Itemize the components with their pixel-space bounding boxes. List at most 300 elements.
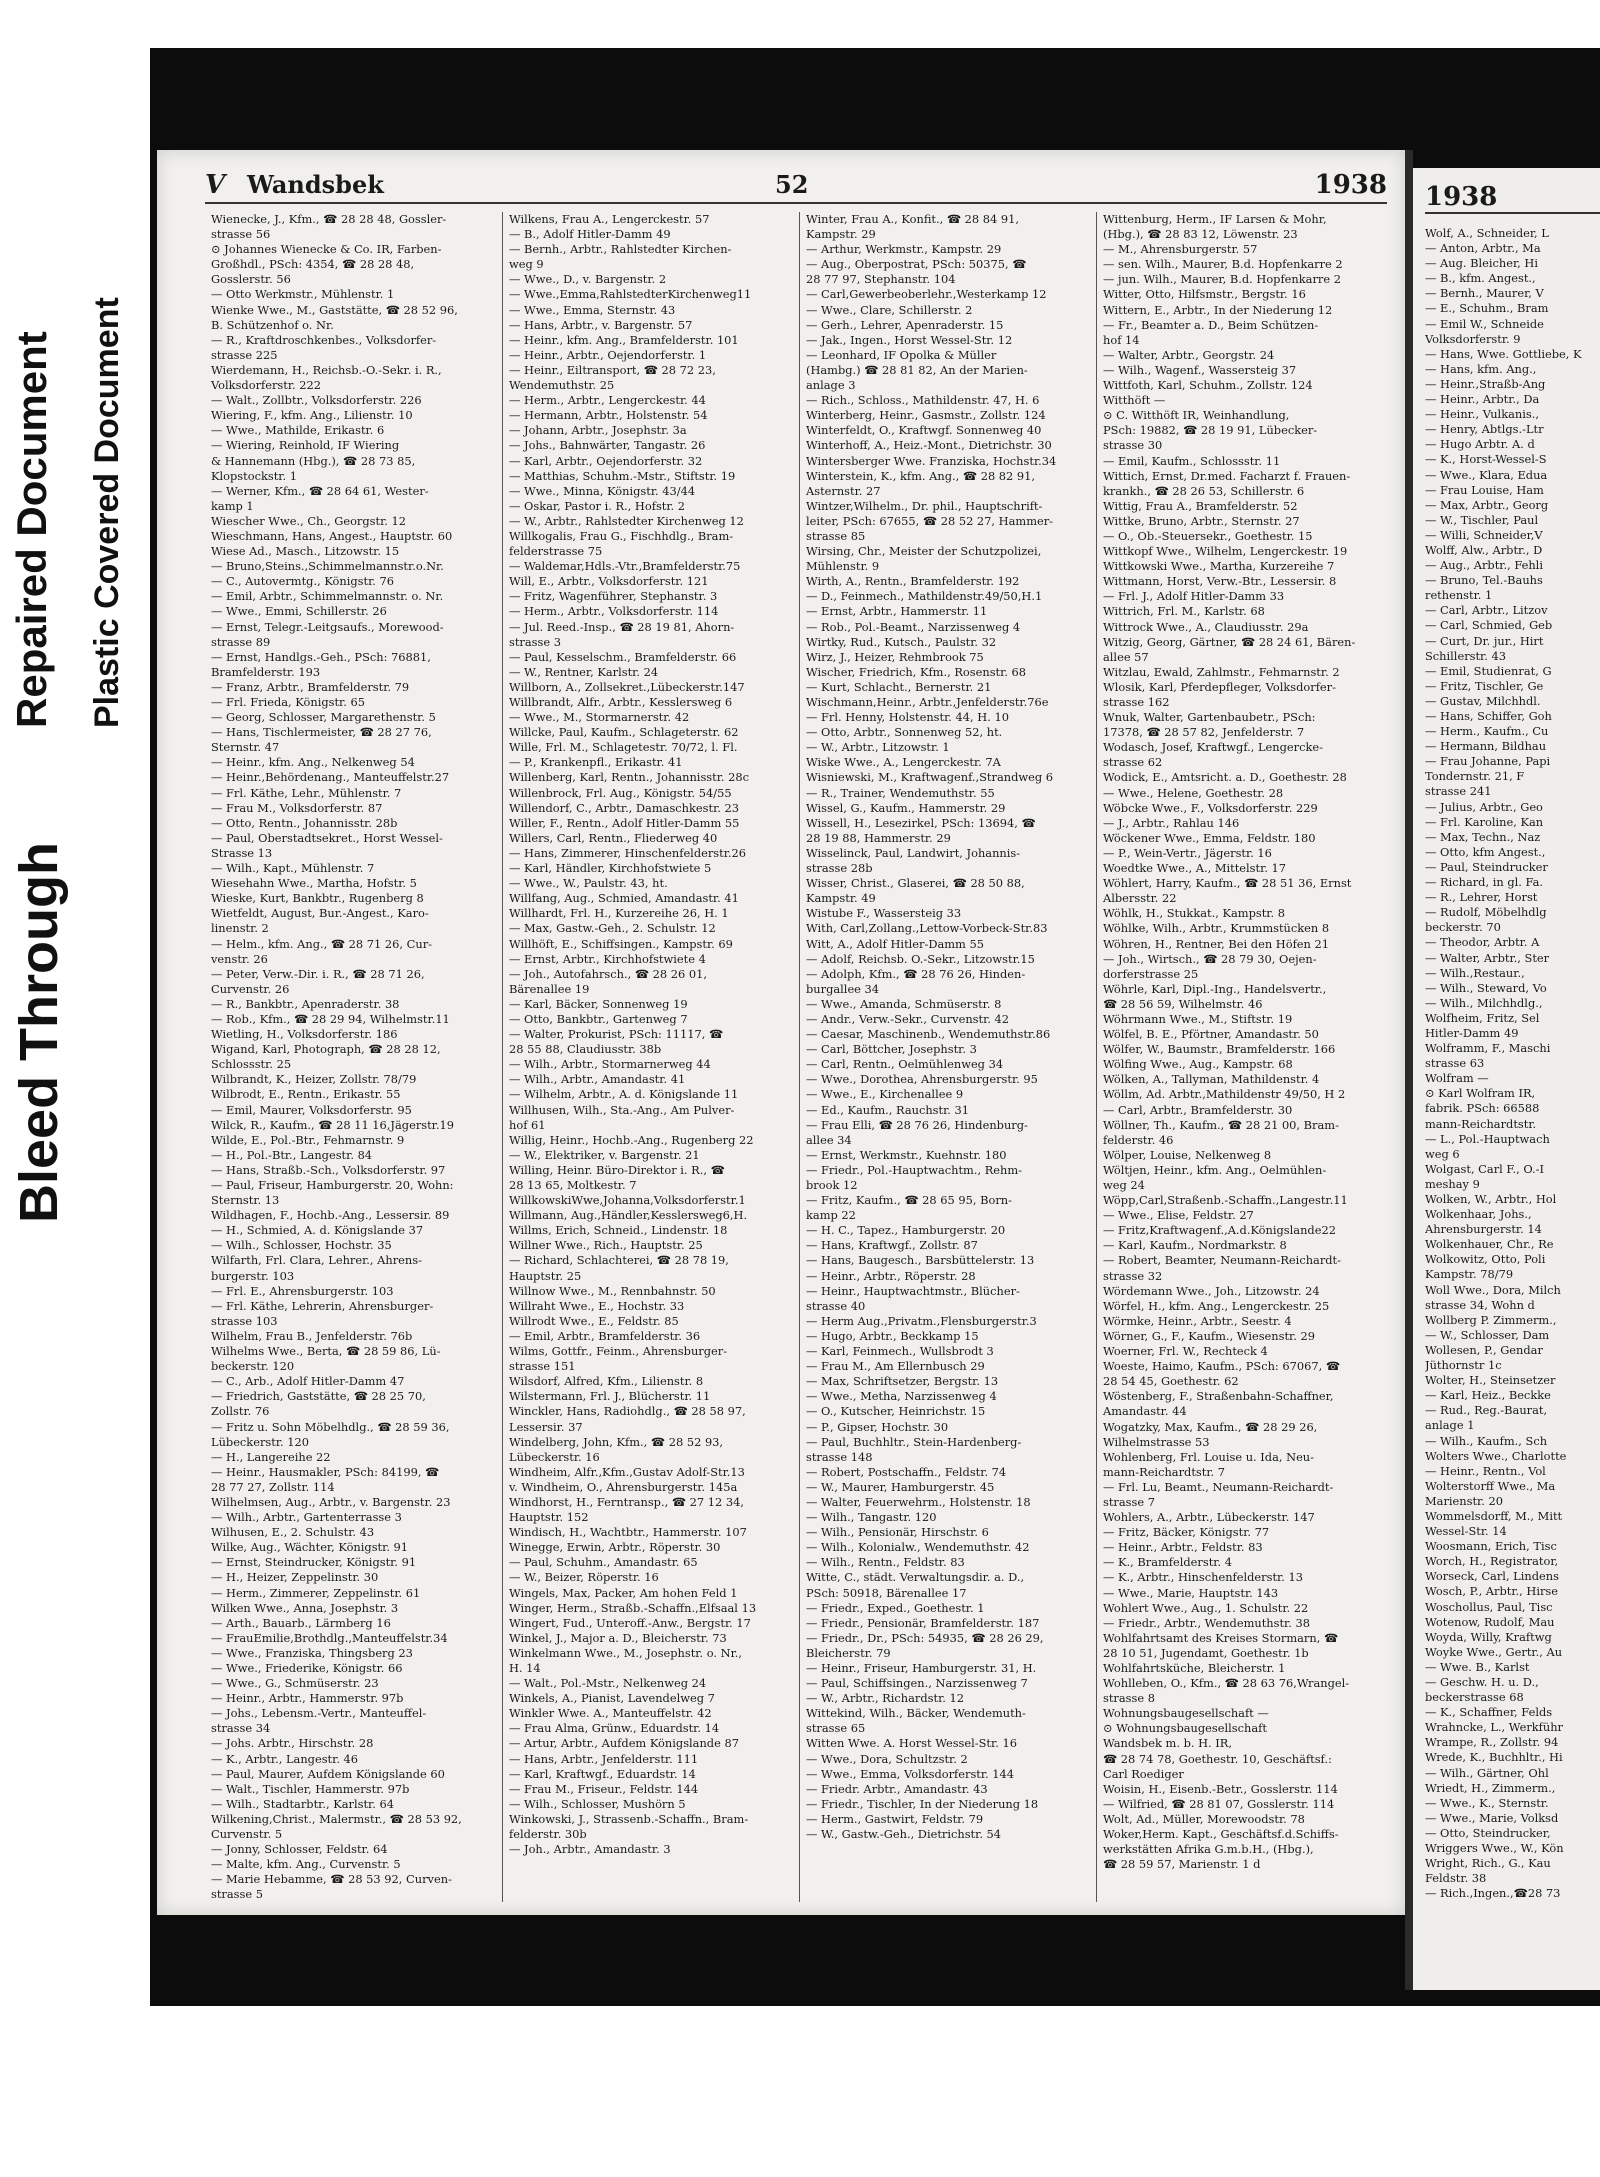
directory-entry: Wiering, F., kfm. Ang., Lilienstr. 10 — [211, 408, 413, 423]
directory-entry: — Wilfried, ☎ 28 81 07, Gosslerstr. 114 — [1103, 1796, 1335, 1811]
directory-entry: Windhorst, H., Ferntransp., ☎ 27 12 34, — [509, 1494, 744, 1509]
directory-entry: — Walter, Arbtr., Georgstr. 24 — [1103, 347, 1275, 362]
directory-entry: — Emil, Maurer, Volksdorferstr. 95 — [211, 1102, 412, 1117]
directory-entry: — Wilh., Stadtarbtr., Karlstr. 64 — [211, 1796, 394, 1811]
directory-entry: Willmann, Aug.,Händler,Kesslersweg6,H. — [509, 1208, 748, 1223]
directory-entry: — W., Maurer, Hamburgerstr. 45 — [806, 1479, 995, 1494]
directory-entry: — Herm., Gastwirt, Feldstr. 79 — [806, 1811, 984, 1826]
bleed-through-label: Bleed Through — [9, 842, 69, 1223]
directory-entry: — Werner, Kfm., ☎ 28 64 61, Wester- — [211, 483, 429, 498]
directory-entry: — Frl. J., Adolf Hitler-Damm 33 — [1103, 589, 1285, 604]
directory-entry: — Otto, Bankbtr., Gartenweg 7 — [509, 1011, 688, 1026]
directory-entry: Wohlert Wwe., Aug., 1. Schulstr. 22 — [1103, 1600, 1309, 1615]
directory-entry: Wilken Wwe., Anna, Josephstr. 3 — [211, 1600, 399, 1615]
directory-entry: Wilms, Gottfr., Feinm., Ahrensburger- — [509, 1344, 728, 1359]
directory-entry: Curvenstr. 26 — [211, 981, 290, 996]
directory-entry: — Wilh., Kolonialw., Wendemuthstr. 42 — [806, 1540, 1030, 1555]
directory-entry: Wohlleben, O., Kfm., ☎ 28 63 76,Wrangel- — [1103, 1676, 1350, 1691]
facing-page-entry: — Hans, Wwe. Gottliebe, K — [1425, 346, 1582, 361]
directory-entry: Wilbrandt, K., Heizer, Zollstr. 78/79 — [211, 1072, 417, 1087]
directory-entry: — Carl, Rentn., Oelmühlenweg 34 — [806, 1057, 1004, 1072]
facing-page-entry: Woyda, Willy, Kraftwg — [1425, 1629, 1552, 1644]
directory-entry: Hauptstr. 25 — [509, 1268, 582, 1283]
facing-page-entry: — Otto, kfm Angest., — [1425, 844, 1546, 859]
directory-entry: — Marie Hebamme, ☎ 28 53 92, Curven- — [211, 1872, 452, 1887]
directory-entry: ⊙ C. Witthöft IR, Weinhandlung, — [1103, 408, 1290, 423]
directory-entry: PSch: 50918, Bärenallee 17 — [806, 1585, 967, 1600]
facing-page-entry: — Max, Arbtr., Georg — [1425, 497, 1549, 512]
directory-entry: — Walt., Zollbtr., Volksdorferstr. 226 — [211, 393, 422, 408]
directory-entry: — Herm., Arbtr., Volksdorferstr. 114 — [509, 604, 719, 619]
directory-entry: Wienke Wwe., M., Gaststätte, ☎ 28 52 96, — [211, 302, 458, 317]
directory-entry: Wittich, Ernst, Dr.med. Facharzt f. Frauen- — [1103, 468, 1351, 483]
directory-entry: — Karl, Bäcker, Sonnenweg 19 — [509, 996, 688, 1011]
facing-page-entry: Wessel-Str. 14 — [1425, 1524, 1507, 1539]
directory-entry: felderstr. 30b — [509, 1827, 587, 1842]
facing-page-entry: — Frau Johanne, Papi — [1425, 754, 1551, 769]
directory-entry: — Arth., Bauarb., Lärmberg 16 — [211, 1615, 391, 1630]
directory-entry: Wörmke, Heinr., Arbtr., Seestr. 4 — [1103, 1313, 1292, 1328]
directory-entry: — W., Arbtr., Rahlstedter Kirchenweg 12 — [509, 513, 744, 528]
directory-entry: Wittekind, Wilh., Bäcker, Wendemuth- — [806, 1706, 1026, 1721]
directory-entry: Woeste, Haimo, Kaufm., PSch: 67067, ☎ — [1103, 1359, 1341, 1374]
directory-entry: Winterfeldt, O., Kraftwgf. Sonnenweg 40 — [806, 423, 1042, 438]
facing-page-entry: beckerstrasse 68 — [1425, 1690, 1524, 1705]
directory-entry: — Hermann, Arbtr., Holstenstr. 54 — [509, 408, 708, 423]
directory-entry: Wilstermann, Frl. J., Blücherstr. 11 — [509, 1389, 711, 1404]
facing-page-entry: — Hans, kfm. Ang., — [1425, 361, 1537, 376]
directory-entry: Wisselinck, Paul, Landwirt, Johannis- — [806, 845, 1021, 860]
facing-page-entry: ⊙ Karl Wolfram IR, — [1425, 1086, 1536, 1101]
directory-entry: Asternstr. 27 — [806, 483, 881, 498]
directory-entry: — Carl, Böttcher, Josephstr. 3 — [806, 1042, 977, 1057]
directory-entry: — Wilh., Arbtr., Amandastr. 41 — [509, 1072, 686, 1087]
directory-entry: — Wwe., Emmi, Schillerstr. 26 — [211, 604, 387, 619]
directory-entry: — Artur, Arbtr., Aufdem Königslande 87 — [509, 1736, 739, 1751]
directory-entry: — Frau Alma, Grünw., Eduardstr. 14 — [509, 1721, 720, 1736]
directory-entry: — Fritz u. Sohn Möbelhdlg., ☎ 28 59 36, — [211, 1419, 450, 1434]
facing-page-entry: — Wilh.,Restaur., — [1425, 965, 1525, 980]
directory-entry: Witter, Otto, Hilfsmstr., Bergstr. 16 — [1103, 287, 1306, 302]
directory-entry: strasse 103 — [211, 1313, 278, 1328]
directory-entry: — C., Autovermtg., Königstr. 76 — [211, 574, 395, 589]
directory-entry: — Matthias, Schuhm.-Mstr., Stiftstr. 19 — [509, 468, 736, 483]
directory-entry: — Fritz, Kaufm., ☎ 28 65 95, Born- — [806, 1193, 1012, 1208]
directory-entry: — Wwe., M., Stormarnerstr. 42 — [509, 710, 690, 725]
directory-entry: Wilhelm, Frau B., Jenfelderstr. 76b — [211, 1328, 413, 1343]
directory-entry: Bärenallee 19 — [509, 981, 590, 996]
directory-entry: Willenbrock, Frl. Aug., Königstr. 54/55 — [509, 785, 732, 800]
directory-entry: — Robert, Beamter, Neumann-Reichardt- — [1103, 1253, 1341, 1268]
directory-entry: Wöhrmann Wwe., M., Stiftstr. 19 — [1103, 1011, 1293, 1026]
directory-entry: — Heinr., Friseur, Hamburgerstr. 31, H. — [806, 1661, 1037, 1675]
facing-page-entry: Wolgast, Carl F., O.-I — [1425, 1161, 1545, 1176]
directory-entry: — Paul, Friseur, Hamburgerstr. 20, Wohn: — [211, 1178, 454, 1192]
directory-entry: Witzlau, Ewald, Zahlmstr., Fehmarnstr. 2 — [1103, 664, 1340, 679]
directory-entry: — Wwe., E., Kirchenallee 9 — [806, 1087, 964, 1102]
directory-entry: Willraht Wwe., E., Hochstr. 33 — [509, 1298, 685, 1313]
directory-entry: — Walt., Tischler, Hammerstr. 97b — [211, 1781, 410, 1796]
facing-page-entry: — Richard, in gl. Fa. — [1425, 875, 1544, 890]
directory-entry: 28 54 45, Goethestr. 62 — [1103, 1374, 1239, 1389]
directory-entry: PSch: 19882, ☎ 28 19 91, Lübecker- — [1103, 423, 1318, 438]
directory-entry: Carl Roediger — [1103, 1766, 1184, 1781]
directory-entry: — Johann, Arbtr., Josephstr. 3a — [509, 423, 687, 438]
facing-page-entry: — K., Schaffner, Felds — [1425, 1705, 1553, 1720]
directory-entry: 28 77 27, Zollstr. 114 — [211, 1479, 335, 1494]
directory-entry: — Rob., Pol.-Beamt., Narzissenweg 4 — [806, 619, 1021, 634]
directory-entry: felderstrasse 75 — [509, 544, 603, 559]
directory-entry: Lessersir. 37 — [509, 1419, 583, 1434]
directory-entry: — O., Ob.-Steuersekr., Goethestr. 15 — [1103, 528, 1313, 543]
directory-entry: Wirtky, Rud., Kutsch., Paulstr. 32 — [806, 634, 997, 649]
directory-entry: Winkowski, J., Strassenb.-Schaffn., Bram- — [509, 1811, 749, 1826]
facing-page-entry: Wolkowitz, Otto, Poli — [1425, 1252, 1546, 1267]
directory-entry: — Fritz, Bäcker, Königstr. 77 — [1103, 1525, 1270, 1540]
directory-entry: — P., Gipser, Hochstr. 30 — [806, 1419, 949, 1434]
directory-entry: — Frau M., Friseur., Feldstr. 144 — [509, 1781, 699, 1796]
directory-entry: Wolt, Ad., Müller, Morewoodstr. 78 — [1103, 1811, 1305, 1826]
facing-page-entry: — Gustav, Milchhdl. — [1425, 693, 1541, 708]
directory-entry: Wnuk, Walter, Gartenbaubetr., PSch: — [1103, 710, 1316, 725]
directory-entry: — Wilh., Schlosser, Hochstr. 35 — [211, 1238, 392, 1253]
directory-entry: 17378, ☎ 28 57 82, Jenfelderstr. 7 — [1103, 725, 1305, 740]
directory-entry: Willner Wwe., Rich., Hauptstr. 25 — [509, 1238, 703, 1253]
directory-entry: strasse 151 — [509, 1359, 576, 1374]
directory-entry: ⊙ Johannes Wienecke & Co. IR, Farben- — [211, 242, 442, 257]
facing-page-entry: Wolken, W., Arbtr., Hol — [1425, 1192, 1557, 1206]
facing-page-entry: — Julius, Arbtr., Geo — [1425, 799, 1543, 814]
directory-entry: Winterberg, Heinr., Gasmstr., Zollstr. 124 — [806, 408, 1046, 423]
directory-entry: strasse 34 — [211, 1721, 271, 1736]
directory-entry: — Wilh., Pensionär, Hirschstr. 6 — [806, 1525, 989, 1540]
directory-entry: Kampstr. 29 — [806, 227, 876, 242]
facing-page-entry: Volksdorferstr. 9 — [1425, 331, 1521, 346]
facing-page-entry: — Aug. Bleicher, Hi — [1425, 256, 1538, 271]
directory-entry: Wissell, H., Lesezirkel, PSch: 13694, ☎ — [806, 815, 1036, 830]
directory-entry: Winter, Frau A., Konfit., ☎ 28 84 91, — [806, 212, 1020, 226]
directory-entry: Lübeckerstr. 120 — [211, 1434, 309, 1449]
directory-columns — [205, 212, 1395, 1902]
directory-entry: strasse 5 — [211, 1887, 263, 1902]
facing-page-entry: Woyke Wwe., Gertr., Au — [1425, 1644, 1563, 1659]
directory-entry: Wöhrle, Karl, Dipl.-Ing., Handelsvertr., — [1103, 981, 1327, 996]
directory-entry: — Joh., Wirtsch., ☎ 28 79 30, Oejen- — [1103, 951, 1317, 966]
directory-entry: — Gerh., Lehrer, Apenraderstr. 15 — [806, 317, 1004, 332]
directory-entry: — W., Arbtr., Litzowstr. 1 — [806, 740, 950, 755]
directory-entry: — Wiering, Reinhold, IF Wiering — [211, 438, 400, 453]
directory-entry: Mühlenstr. 9 — [806, 559, 880, 574]
facing-page-entry: — Curt, Dr. jur., Hirt — [1425, 633, 1544, 648]
directory-entry: Sternstr. 13 — [211, 1193, 280, 1208]
facing-page-entry: — Carl, Schmied, Geb — [1425, 618, 1553, 633]
facing-page-entry: — Hermann, Bildhau — [1425, 739, 1547, 754]
directory-entry: venstr. 26 — [211, 951, 268, 966]
directory-entry: — Frau M., Volksdorferstr. 87 — [211, 800, 383, 815]
directory-entry: — Friedr., Pol.-Hauptwachtm., Rehm- — [806, 1162, 1022, 1177]
directory-entry: — W., Gastw.-Geh., Dietrichstr. 54 — [806, 1827, 1002, 1842]
directory-entry: — Wilh., Wagenf., Wassersteig 37 — [1103, 362, 1297, 377]
facing-page-entry: — Heinr., Vulkanis., — [1425, 407, 1539, 422]
directory-column-3 — [799, 212, 1084, 1902]
directory-entry: — Andr., Verw.-Sekr., Curvenstr. 42 — [806, 1011, 1010, 1026]
directory-entry: Woerner, Frl. W., Rechteck 4 — [1103, 1344, 1268, 1359]
directory-entry: Wittkowski Wwe., Martha, Kurzereihe 7 — [1103, 559, 1335, 574]
directory-entry: (Hbg.), ☎ 28 83 12, Löwenstr. 23 — [1103, 227, 1298, 242]
directory-entry: Wöhlert, Harry, Kaufm., ☎ 28 51 36, Ernst — [1103, 876, 1352, 891]
directory-entry: — Karl, Feinmech., Wullsbrodt 3 — [806, 1344, 994, 1359]
directory-entry: leiter, PSch: 67655, ☎ 28 52 27, Hammer- — [806, 513, 1054, 528]
facing-page-entry: meshay 9 — [1425, 1176, 1480, 1191]
directory-entry: Wohlenberg, Frl. Louise u. Ida, Neu- — [1103, 1449, 1314, 1464]
facing-page-entry: Woll Wwe., Dora, Milch — [1425, 1282, 1561, 1297]
directory-entry: — Wwe., Friederike, Königstr. 66 — [211, 1661, 403, 1675]
directory-entry: strasse 85 — [806, 528, 866, 543]
directory-entry: — Wwe., Emma, Volksdorferstr. 144 — [806, 1766, 1015, 1781]
facing-page-entry: Wolters Wwe., Charlotte — [1425, 1448, 1567, 1463]
directory-entry: Winger, Herm., Straßb.-Schaffn.,Elfsaal 13 — [509, 1600, 757, 1615]
facing-page-entry: — B., kfm. Angest., — [1425, 271, 1536, 286]
facing-page-entry: weg 6 — [1425, 1146, 1460, 1161]
directory-entry: Kampstr. 49 — [806, 891, 876, 906]
directory-entry: — Wilh., Arbtr., Gartenterrasse 3 — [211, 1510, 402, 1525]
directory-entry: — FrauEmilie,Brothdlg.,Manteuffelstr.34 — [211, 1630, 448, 1645]
directory-entry: Winkler Wwe. A., Manteuffelstr. 42 — [509, 1706, 712, 1721]
directory-entry: — Emil, Arbtr., Schimmelmannstr. o. Nr. — [211, 589, 444, 604]
directory-entry: — Wwe., Dorothea, Ahrensburgerstr. 95 — [806, 1072, 1038, 1087]
directory-entry: — Frl. Henny, Holstenstr. 44, H. 10 — [806, 710, 1009, 725]
facing-page-entry: Woschollus, Paul, Tisc — [1425, 1599, 1553, 1614]
facing-page-entry: — Wwe., Marie, Volksd — [1425, 1810, 1559, 1825]
directory-entry: Winegge, Erwin, Arbtr., Röperstr. 30 — [509, 1540, 721, 1555]
facing-page-year: 1938 — [1425, 182, 1600, 214]
directory-entry: — Friedr., Pensionär, Bramfelderstr. 187 — [806, 1615, 1040, 1630]
directory-entry: Wölfing Wwe., Aug., Kampstr. 68 — [1103, 1057, 1293, 1072]
directory-entry: Wiesehahn Wwe., Martha, Hofstr. 5 — [211, 876, 417, 891]
directory-entry: — Karl, Kraftwgf., Eduardstr. 14 — [509, 1766, 696, 1781]
directory-entry: Klopstockstr. 1 — [211, 468, 297, 483]
directory-entry: — Hans, Arbtr., v. Bargenstr. 57 — [509, 317, 693, 332]
directory-entry: Wittenburg, Herm., IF Larsen & Mohr, — [1103, 212, 1327, 226]
directory-entry: — Robert, Postschaffn., Feldstr. 74 — [806, 1464, 1007, 1479]
facing-page-entry: Woosmann, Erich, Tisc — [1425, 1539, 1557, 1554]
directory-column-4 — [1096, 212, 1381, 1902]
directory-entry: Albersstr. 22 — [1103, 891, 1177, 906]
facing-page-entry: Wosch, P., Arbtr., Hirse — [1425, 1584, 1559, 1599]
directory-entry: kamp 1 — [211, 498, 254, 513]
directory-entry: Willfang, Aug., Schmied, Amandastr. 41 — [509, 891, 739, 906]
directory-entry: — Heinr., Arbtr., Röperstr. 28 — [806, 1268, 976, 1283]
directory-entry: — Heinr.,Behördenang., Manteuffelstr.27 — [211, 770, 450, 785]
directory-entry: Wierdemann, H., Reichsb.-O.-Sekr. i. R., — [211, 362, 442, 377]
directory-entry: — W., Elektriker, v. Bargenstr. 21 — [509, 1147, 700, 1162]
facing-page-entry: — R., Lehrer, Horst — [1425, 890, 1538, 905]
facing-page-entry: Wollberg P. Zimmerm., — [1425, 1312, 1557, 1327]
directory-entry: Willing, Heinr. Büro-Direktor i. R., ☎ — [509, 1162, 725, 1177]
directory-entry: — Wilh., Rentn., Feldstr. 83 — [806, 1555, 965, 1570]
facing-page-entry: — E., Schuhm., Bram — [1425, 301, 1549, 316]
facing-page-entry: — Heinr., Rentn., Vol — [1425, 1463, 1546, 1478]
directory-entry: — Johs. Arbtr., Hirschstr. 28 — [211, 1736, 374, 1751]
directory-entry: Wieske, Kurt, Bankbtr., Rugenberg 8 — [211, 891, 424, 906]
directory-entry: Wöpp,Carl,Straßenb.-Schaffn.,Langestr.11 — [1103, 1193, 1348, 1208]
directory-entry: — Karl, Händler, Kirchhofstwiete 5 — [509, 861, 712, 876]
directory-entry: Woker,Herm. Kapt., Geschäftsf.d.Schiffs- — [1103, 1827, 1339, 1842]
directory-entry: weg 24 — [1103, 1178, 1145, 1192]
directory-entry: — Wwe., Elise, Feldstr. 27 — [1103, 1208, 1254, 1223]
directory-entry: — Bruno,Steins.,Schimmelmannstr.o.Nr. — [211, 559, 444, 574]
directory-entry: Wilde, E., Pol.-Btr., Fehmarnstr. 9 — [211, 1132, 405, 1147]
directory-entry: ☎ 28 59 57, Marienstr. 1 d — [1103, 1857, 1261, 1872]
directory-entry: — Wwe., Dora, Schultzstr. 2 — [806, 1751, 968, 1766]
directory-entry: strasse 30 — [1103, 438, 1163, 453]
directory-entry: — Joh., Arbtr., Amandastr. 3 — [509, 1842, 671, 1857]
directory-entry: — H., Schmied, A. d. Königslande 37 — [211, 1223, 424, 1238]
directory-entry: Willms, Erich, Schneid., Lindenstr. 18 — [509, 1223, 728, 1238]
directory-entry: — Ernst, Handlgs.-Geh., PSch: 76881, — [211, 649, 431, 664]
directory-entry: — Hans, Zimmerer, Hinschenfelderstr.26 — [509, 845, 747, 860]
facing-page-entry: — Rud., Reg.-Baurat, — [1425, 1403, 1548, 1418]
directory-entry: — H. C., Tapez., Hamburgerstr. 20 — [806, 1223, 1006, 1238]
directory-entry: — H., Pol.-Btr., Langestr. 84 — [211, 1147, 373, 1162]
directory-entry: Wittkopf Wwe., Wilhelm, Lengerckestr. 19 — [1103, 544, 1348, 559]
directory-entry: Wirz, J., Heizer, Rehmbrook 75 — [806, 649, 984, 664]
directory-entry: kamp 22 — [806, 1208, 856, 1223]
directory-entry: Wördemann Wwe., Joh., Litzowstr. 24 — [1103, 1283, 1320, 1298]
directory-entry: ☎ 28 74 78, Goethestr. 10, Geschäftsf.: — [1103, 1751, 1332, 1766]
directory-entry: Wischer, Friedrich, Kfm., Rosenstr. 68 — [806, 664, 1027, 679]
directory-entry: — Rich., Schloss., Mathildenstr. 47, H. 6 — [806, 393, 1040, 408]
directory-entry: — Ernst, Arbtr., Kirchhofstwiete 4 — [509, 951, 706, 966]
book-gutter — [1405, 150, 1413, 1990]
directory-entry: 28 13 65, Moltkestr. 7 — [509, 1178, 637, 1192]
directory-entry: — D., Feinmech., Mathildenstr.49/50,H.1 — [806, 589, 1043, 604]
facing-page-column — [1425, 226, 1600, 1901]
directory-entry: — R., Bankbtr., Apenraderstr. 38 — [211, 996, 400, 1011]
directory-entry: Wilhusen, E., 2. Schulstr. 43 — [211, 1525, 375, 1540]
facing-page-entry: Hitler-Damm 49 — [1425, 1025, 1519, 1040]
directory-entry: Wandsbek m. b. H. IR, — [1103, 1736, 1232, 1751]
directory-entry: Wölken, A., Tallyman, Mathildenstr. 4 — [1103, 1072, 1320, 1087]
facing-page-entry: — Frau Louise, Ham — [1425, 482, 1544, 497]
directory-entry: — Carl, Arbtr., Bramfelderstr. 30 — [1103, 1102, 1293, 1117]
directory-entry: — Johs., Lebensm.-Vertr., Manteuffel- — [211, 1706, 427, 1721]
directory-entry: — Herm Aug.,Privatm.,Flensburgerstr.3 — [806, 1313, 1037, 1328]
directory-entry: — Wilh., Kapt., Mühlenstr. 7 — [211, 861, 375, 876]
facing-page-entry: — Frl. Karoline, Kan — [1425, 814, 1544, 829]
facing-page-entry: — Heinr., Arbtr., Da — [1425, 392, 1540, 407]
directory-entry: Wöltjen, Heinr., kfm. Ang., Oelmühlen- — [1103, 1162, 1327, 1177]
directory-entry: — Wwe.,Emma,RahlstedterKirchenweg11 — [509, 287, 752, 302]
directory-entry: burgallee 34 — [806, 981, 880, 996]
directory-entry: — Heinr., Hauptwachtmstr., Blücher- — [806, 1283, 1020, 1298]
directory-entry: — Max, Gastw.-Geh., 2. Schulstr. 12 — [509, 921, 716, 936]
directory-entry: Amandastr. 44 — [1103, 1404, 1187, 1419]
directory-entry: beckerstr. 120 — [211, 1359, 295, 1374]
directory-entry: — Friedr., Exped., Goethestr. 1 — [806, 1600, 985, 1615]
directory-entry: — Heinr., kfm. Ang., Bramfelderstr. 101 — [509, 332, 739, 347]
directory-entry: Wodick, E., Amtsricht. a. D., Goethestr. 28 — [1103, 770, 1347, 785]
directory-entry: — Hans, Arbtr., Jenfelderstr. 111 — [509, 1751, 699, 1766]
directory-entry: strasse 65 — [806, 1721, 866, 1736]
directory-entry: — Wilh., Arbtr., Stormarnerweg 44 — [509, 1057, 711, 1072]
directory-entry: strasse 28b — [806, 861, 873, 876]
directory-entry: anlage 3 — [806, 378, 856, 393]
directory-entry: — Wwe., Clare, Schillerstr. 2 — [806, 302, 973, 317]
directory-entry: Winterhoff, A., Heiz.-Mont., Dietrichstr. 30 — [806, 438, 1052, 453]
directory-entry: — Hans, Straßb.-Sch., Volksdorferstr. 97 — [211, 1162, 446, 1177]
directory-entry: — Ed., Kaufm., Rauchstr. 31 — [806, 1102, 970, 1117]
directory-entry: Wörner, G., F., Kaufm., Wiesenstr. 29 — [1103, 1328, 1315, 1343]
directory-entry: Wohlers, A., Arbtr., Lübeckerstr. 147 — [1103, 1510, 1315, 1525]
directory-entry: krankh., ☎ 28 26 53, Schillerstr. 6 — [1103, 483, 1305, 498]
facing-page-entry: — Carl, Arbtr., Litzov — [1425, 603, 1548, 618]
directory-entry: Wietfeldt, August, Bur.-Angest., Karo- — [211, 906, 429, 921]
directory-entry: Wiese Ad., Masch., Litzowstr. 15 — [211, 544, 400, 559]
directory-column-1 — [205, 212, 489, 1902]
directory-entry: Wittig, Frau A., Bramfelderstr. 52 — [1103, 498, 1298, 513]
page-number: 52 — [775, 170, 809, 199]
facing-page-entry: Wolkenhaar, Johs., — [1425, 1207, 1532, 1222]
directory-entry: Wirsing, Chr., Meister der Schutzpolizei, — [806, 544, 1042, 559]
facing-page-entry: Worseck, Carl, Lindens — [1425, 1569, 1559, 1584]
directory-column-2 — [502, 212, 787, 1902]
directory-entry: Wöbcke Wwe., F., Volksdorferstr. 229 — [1103, 800, 1318, 815]
directory-entry: — W., Rentner, Karlstr. 24 — [509, 664, 659, 679]
directory-entry: Wöhren, H., Rentner, Bei den Höfen 21 — [1103, 936, 1329, 951]
facing-page-entry: — Otto, Steindrucker, — [1425, 1825, 1551, 1840]
directory-entry: Großhdl., PSch: 4354, ☎ 28 28 48, — [211, 257, 415, 272]
directory-entry: Wienecke, J., Kfm., ☎ 28 28 48, Gossler- — [211, 212, 447, 226]
directory-entry: — Frau Elli, ☎ 28 76 26, Hindenburg- — [806, 1117, 1028, 1132]
directory-entry: Wingels, Max, Packer, Am hohen Feld 1 — [509, 1585, 738, 1600]
directory-entry: — R., Kraftdroschkenbes., Volksdorfer- — [211, 332, 437, 347]
facing-page-entry: Wolframm, F., Maschi — [1425, 1041, 1551, 1056]
facing-page-entry: — Theodor, Arbtr. A — [1425, 935, 1540, 950]
directory-entry: Wittfoth, Karl, Schuhm., Zollstr. 124 — [1103, 378, 1313, 393]
facing-page-entry: beckerstr. 70 — [1425, 920, 1501, 935]
directory-entry: — sen. Wilh., Maurer, B.d. Hopfenkarre 2 — [1103, 257, 1343, 272]
directory-entry: — Wwe., Marie, Hauptstr. 143 — [1103, 1585, 1279, 1600]
directory-entry: weg 9 — [509, 257, 544, 272]
facing-page-entry: — Rudolf, Möbelhdlg — [1425, 905, 1547, 920]
facing-page-entry: Wriedt, H., Zimmerm., — [1425, 1780, 1556, 1795]
directory-entry: Wittern, E., Arbtr., In der Niederung 12 — [1103, 302, 1333, 317]
facing-page-entry: Wolterstorff Wwe., Ma — [1425, 1478, 1556, 1493]
directory-entry: Wilhelmsen, Aug., Arbtr., v. Bargenstr. 23 — [211, 1494, 451, 1509]
directory-entry: Wilke, Aug., Wächter, Königstr. 91 — [211, 1540, 409, 1555]
directory-entry: Wöhlke, Wilh., Arbtr., Krummstücken 8 — [1103, 921, 1330, 936]
directory-entry: H. 14 — [509, 1661, 541, 1675]
directory-entry: — Friedr., Arbtr., Wendemuthstr. 38 — [1103, 1615, 1310, 1630]
facing-page-entry: — Geschw. H. u. D., — [1425, 1675, 1539, 1689]
directory-entry: Wieschmann, Hans, Angest., Hauptstr. 60 — [211, 528, 453, 543]
directory-entry: Wörfel, H., kfm. Ang., Lengerckestr. 25 — [1103, 1298, 1330, 1313]
directory-entry: — Heinr., Arbtr., Feldstr. 83 — [1103, 1540, 1263, 1555]
directory-entry: — Paul, Kesselschm., Bramfelderstr. 66 — [509, 649, 737, 664]
directory-entry: strasse 3 — [509, 634, 561, 649]
directory-entry: — Jak., Ingen., Horst Wessel-Str. 12 — [806, 332, 1013, 347]
directory-entry: — Walt., Pol.-Mstr., Nelkenweg 24 — [509, 1676, 707, 1691]
facing-page-entry: strasse 34, Wohn d — [1425, 1297, 1535, 1312]
directory-entry: — Friedr., Tischler, In der Niederung 18 — [806, 1796, 1039, 1811]
directory-entry: Wöllm, Ad. Arbtr.,Mathildenstr 49/50, H 2 — [1103, 1087, 1346, 1102]
facing-page-entry: Kampstr. 78/79 — [1425, 1267, 1514, 1282]
directory-entry: — Frau M., Am Ellernbusch 29 — [806, 1359, 985, 1374]
directory-entry: ☎ 28 56 59, Wilhelmstr. 46 — [1103, 996, 1263, 1011]
directory-entry: Wölfer, W., Baumstr., Bramfelderstr. 166 — [1103, 1042, 1336, 1057]
directory-entry: — Heinr., Eiltransport, ☎ 28 72 23, — [509, 362, 716, 377]
